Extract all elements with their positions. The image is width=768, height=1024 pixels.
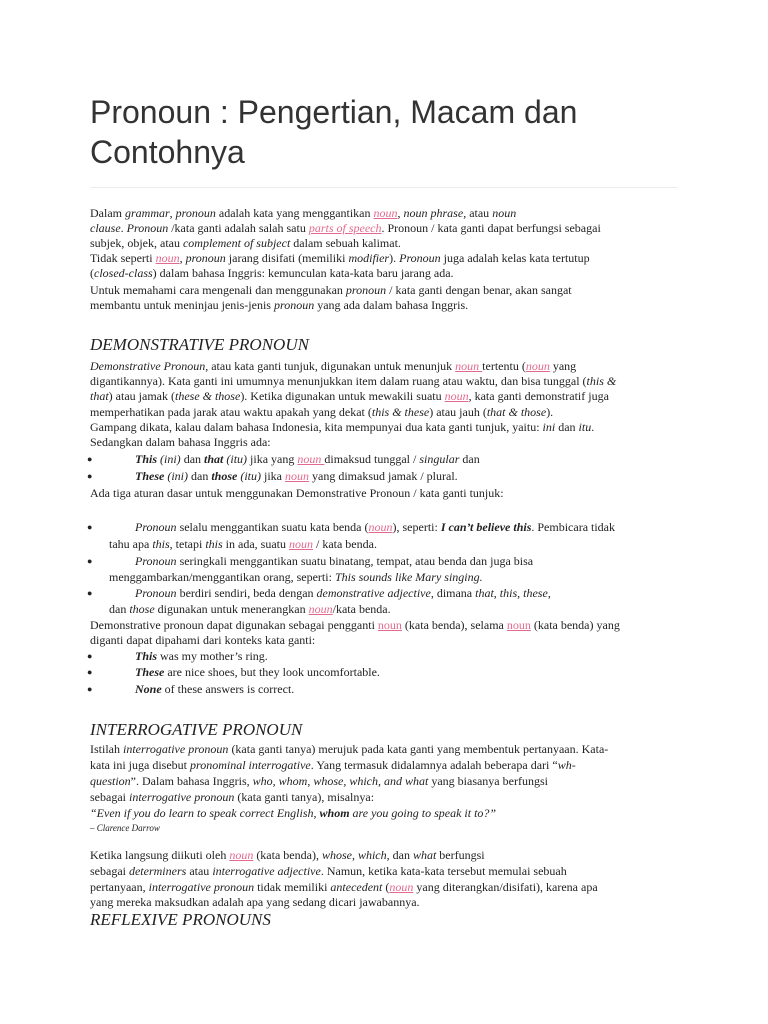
list-item: ● Pronoun selalu menggantikan suatu kata benda (noun), seperti: I can’t believe this. Pembicara tidak (87, 520, 616, 534)
list-item: ● This was my mother’s ring. (87, 649, 268, 663)
interrogative-line-2: kata ini juga disebut pronominal interrogative. Yang termasuk didalamnya adalah beberapa dari “wh- (90, 758, 576, 772)
intro-line-3: subjek, objek, atau complement of subject dalam sebuah kalimat. (90, 236, 401, 250)
demonstrative-line-4: memperhatikan pada jarak atau waktu apakah yang dekat (this & these) atau jauh (that & those). (90, 405, 554, 419)
noun-link[interactable]: noun (373, 206, 398, 220)
quote: “Even if you do learn to speak correct English, whom are you going to speak it to?” (90, 806, 497, 820)
reflexive-heading: REFLEXIVE PRONOUNS (90, 910, 271, 929)
bullet: ● (87, 651, 93, 661)
intro-line-1: Dalam grammar, pronoun adalah kata yang menggantikan noun, noun phrase, atau noun (90, 206, 517, 220)
interrogative-line-4: sebagai interrogative pronoun (kata ganti tanya), misalnya: (90, 790, 375, 804)
noun-link[interactable]: noun (377, 618, 402, 632)
noun-link[interactable]: noun (506, 618, 531, 632)
interrogative-line-1: Istilah interrogative pronoun (kata ganti tanya) merujuk pada kata ganti yang membentuk pertanyaan. Kata- (90, 742, 609, 756)
noun-link[interactable]: noun (155, 251, 180, 265)
noun-link[interactable]: noun (229, 848, 254, 862)
list-item: ● Pronoun seringkali menggantikan suatu binatang, tempat, atau benda dan juga bisa (87, 554, 534, 568)
intro-line-6: Untuk memahami cara mengenali dan menggunakan pronoun / kata ganti dengan benar, akan sangat (90, 283, 572, 297)
noun-link[interactable]: noun (525, 359, 550, 373)
interrogative-line-8: yang mereka maksudkan adalah apa yang sedang dicari jawabannya. (90, 895, 420, 909)
demonstrative-line-6: Sedangkan dalam bahasa Inggris ada: (90, 435, 271, 449)
noun-link[interactable]: noun (285, 469, 310, 483)
noun-link[interactable]: noun (288, 537, 313, 551)
bullet: ● (87, 471, 93, 481)
list-item-continuation: tahu apa this, tetapi this in ada, suatu noun / kata benda. (109, 537, 377, 551)
intro-line-2: clause. Pronoun /kata ganti adalah salah satu parts of speech. Pronoun / kata ganti dapat berfungsi sebagai (90, 221, 601, 235)
interrogative-line-7: pertanyaan, interrogative pronoun tidak memiliki antecedent (noun yang diterangkan/disifati), karena apa (90, 880, 598, 894)
noun-link[interactable]: noun (368, 520, 393, 534)
demonstrative-heading: DEMONSTRATIVE PRONOUN (90, 335, 309, 354)
quote-author: – Clarence Darrow (90, 823, 160, 833)
list-item-continuation: menggambarkan/menggantikan orang, seperti: This sounds like Mary singing. (109, 570, 483, 584)
list-item: ● These are nice shoes, but they look uncomfortable. (87, 665, 380, 679)
demonstrative-line-7: Ada tiga aturan dasar untuk menggunakan Demonstrative Pronoun / kata ganti tunjuk: (90, 486, 504, 500)
intro-line-5: (closed-class) dalam bahasa Inggris: kemunculan kata-kata baru jarang ada. (90, 266, 454, 280)
intro-line-7: membantu untuk meninjau jenis-jenis pronoun yang ada dalam bahasa Inggris. (90, 298, 469, 312)
demonstrative-line-2: digantikannya). Kata ganti ini umumnya menunjukkan item dalam ruang atau waktu, dan bisa tunggal (this & (90, 374, 617, 388)
noun-link[interactable]: noun (444, 389, 469, 403)
demonstrative-line-9: diganti dapat dipahami dari konteks kata ganti: (90, 633, 316, 647)
bullet: ● (87, 667, 93, 677)
intro-line-4: Tidak seperti noun, pronoun jarang disifati (memiliki modifier). Pronoun juga adalah kelas kata tertutup (90, 251, 590, 265)
interrogative-line-5: Ketika langsung diikuti oleh noun (kata benda), whose, which, dan what berfungsi (90, 848, 485, 862)
demonstrative-line-1: Demonstrative Pronoun, atau kata ganti tunjuk, digunakan untuk menunjuk noun tertentu (noun yang (90, 359, 577, 373)
bullet: ● (87, 684, 93, 694)
list-item-continuation: dan those digunakan untuk menerangkan noun/kata benda. (109, 602, 391, 616)
noun-link[interactable]: noun (455, 359, 483, 373)
list-item: ● None of these answers is correct. (87, 682, 295, 696)
demonstrative-line-3: that) atau jamak (these & those). Ketika digunakan untuk mewakili suatu noun, kata ganti demonstratif juga (90, 389, 609, 403)
list-item: ● These (ini) dan those (itu) jika noun yang dimaksud jamak / plural. (87, 469, 458, 483)
bullet: ● (87, 454, 93, 464)
page-title: Pronoun : Pengertian, Macam dan Contohnya (90, 94, 578, 170)
noun-link[interactable]: noun (389, 880, 414, 894)
list-item: ● This (ini) dan that (itu) jika yang noun dimaksud tunggal / singular dan (87, 452, 480, 466)
noun-link[interactable]: noun (297, 452, 325, 466)
noun-link[interactable]: noun (308, 602, 333, 616)
bullet: ● (87, 556, 93, 566)
bullet: ● (87, 588, 93, 598)
title-divider (90, 187, 678, 188)
interrogative-line-3: question”. Dalam bahasa Inggris, who, whom, whose, which, and what yang biasanya berfungsi (90, 774, 548, 788)
parts-of-speech-link[interactable]: parts of speech (308, 221, 382, 235)
bullet: ● (87, 522, 93, 532)
demonstrative-line-5: Gampang dikata, kalau dalam bahasa Indonesia, kita mempunyai dua kata ganti tunjuk, yaitu: ini dan itu. (90, 420, 595, 434)
interrogative-line-6: sebagai determiners atau interrogative adjective. Namun, ketika kata-kata tersebut memulai sebuah (90, 864, 567, 878)
interrogative-heading: INTERROGATIVE PRONOUN (90, 720, 303, 739)
list-item: ● Pronoun berdiri sendiri, beda dengan demonstrative adjective, dimana that, this, these, (87, 586, 551, 600)
demonstrative-line-8: Demonstrative pronoun dapat digunakan sebagai pengganti noun (kata benda), selama noun (kata benda) yang (90, 618, 620, 632)
